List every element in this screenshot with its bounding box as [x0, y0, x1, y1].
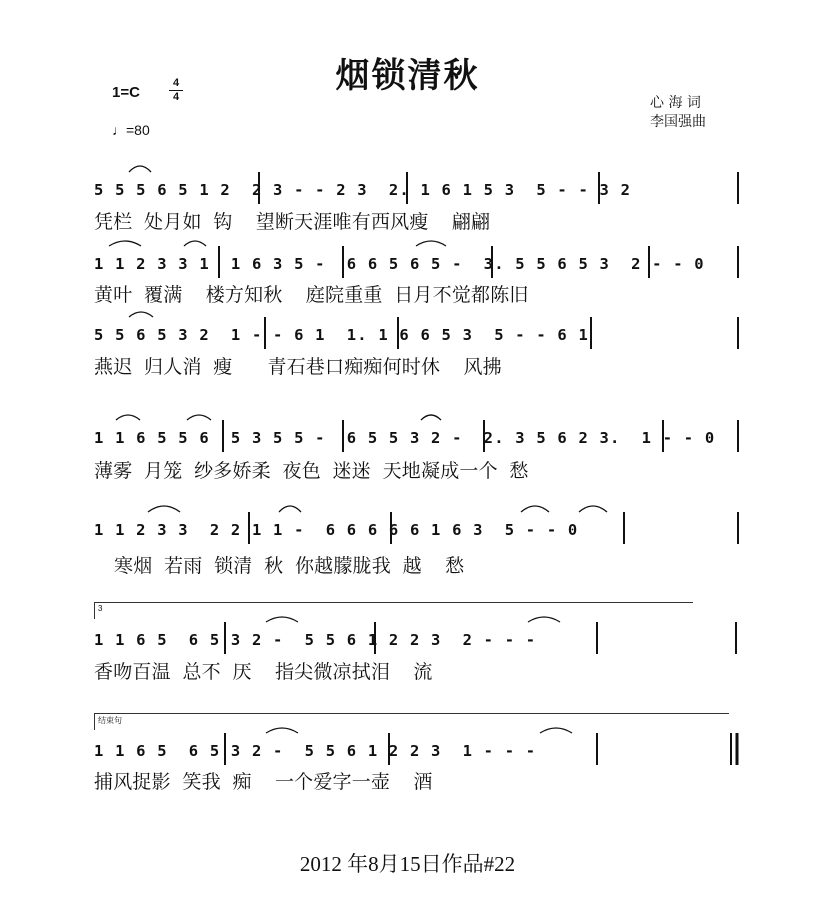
first-ending-label: 3: [98, 604, 103, 613]
slur: [148, 506, 180, 512]
song-title: 烟锁清秋: [335, 56, 480, 96]
lyric-row-1: 凭栏 处月如 钩 望断天涯唯有西风瘦 翩翩: [94, 211, 491, 233]
slur: [421, 415, 441, 420]
row-6-notes: 1 1 6 5 6 5 3 2 - 5 5 6 1 2 2 3 2 - - -: [94, 631, 537, 649]
lyric-row-5: 寒烟 若雨 锁清 秋 你越朦胧我 越 愁: [114, 555, 465, 577]
lyric-row-3: 燕迟 归人消 瘦 青石巷口痴痴何时休 风拂: [94, 356, 502, 378]
slur: [129, 312, 153, 317]
row-3-notes: 5 5 6 5 3 2 1 - - 6 1 1. 1 6 6 5 3 5 - - 6 1: [94, 326, 589, 344]
lyric-row-7: 捕风捉影 笑我 痴 一个爱字一壶 酒: [94, 771, 433, 793]
slur: [116, 415, 140, 420]
row-4-notes: 1 1 6 5 5 6 5 3 5 5 - 6 5 5 3 2 - 2. 3 5 6 2 3. 1 - - 0: [94, 429, 716, 447]
key-signature: 1=C: [112, 84, 140, 101]
lyricist-credit: 心 海 词: [650, 95, 701, 111]
barlines: [219, 172, 738, 765]
composer-credit: 李国强曲: [650, 114, 706, 130]
slur: [266, 728, 298, 733]
lyric-row-2: 黄叶 覆满 楼方知秋 庭院重重 日月不觉都陈旧: [94, 284, 529, 306]
slur: [579, 506, 607, 512]
row-7-notes: 1 1 6 5 6 5 3 2 - 5 5 6 1 2 2 3 1 - - -: [94, 742, 537, 760]
slur: [184, 241, 206, 246]
row-1-notes: 5 5 5 6 5 1 2 2 3 - - 2 3 2. 1 6 1 5 3 5 - - 3 2: [94, 181, 632, 199]
lyric-row-4: 薄雾 月笼 纱多娇柔 夜色 迷迷 天地凝成一个 愁: [94, 460, 529, 482]
slur: [540, 728, 572, 733]
meter-top: 4: [172, 77, 180, 89]
row-2-notes: 1 1 2 3 3 1 1 6 3 5 - 6 6 5 6 5 - 3. 5 5 6 5 3 2 - - 0: [94, 255, 705, 273]
slur: [266, 617, 298, 622]
ending-label: 结束句: [98, 716, 122, 725]
slur: [129, 166, 151, 172]
slur: [416, 241, 446, 246]
row-5-notes: 1 1 2 3 3 2 2 1 1 - 6 6 6 6 6 1 6 3 5 - - 0: [94, 521, 579, 539]
slurs: [109, 166, 607, 733]
slur: [528, 617, 560, 622]
slur: [109, 241, 141, 246]
slur: [187, 415, 211, 420]
lyric-row-6: 香吻百温 总不 厌 指尖微凉拭泪 流: [94, 661, 433, 683]
footer-caption: 2012 年8月15日作品#22: [299, 852, 516, 876]
meter-bottom: 4: [172, 91, 180, 103]
tempo-marking: ♩=80: [112, 122, 150, 138]
slur: [521, 506, 549, 512]
slur: [279, 506, 301, 512]
